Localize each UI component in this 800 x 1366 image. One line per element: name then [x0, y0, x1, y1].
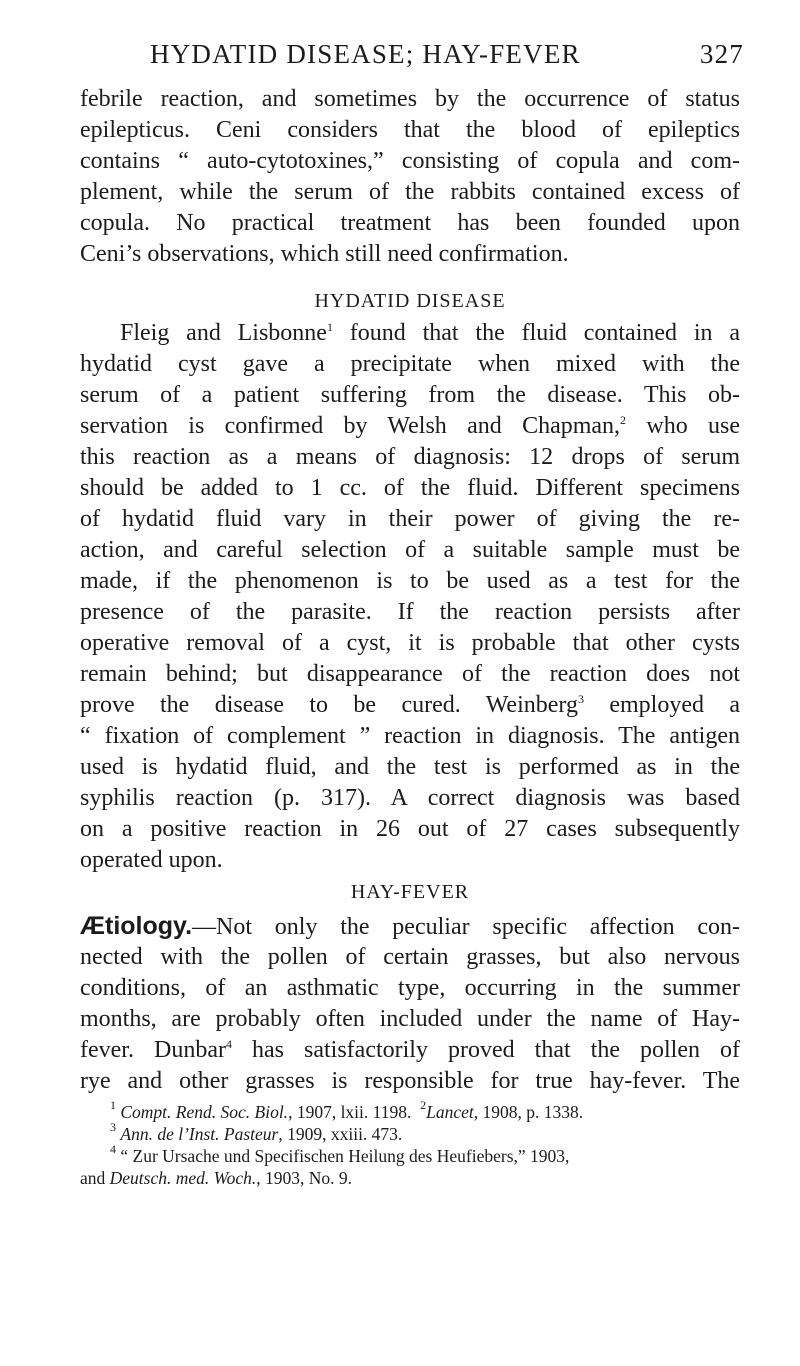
footnote-detail: , 1908, p. 1338. — [473, 1102, 584, 1122]
page-number: 327 — [699, 39, 744, 69]
footnote-detail: , 1909, xxiii. 473. — [278, 1124, 403, 1144]
text-line: syphilis reaction (p. 317). A correct diagnosis was based — [80, 785, 740, 811]
text-line: serum of a patient suffering from the disease. This ob- — [80, 382, 740, 408]
text-span: has satisfactorily proved that the pollen of — [231, 1037, 740, 1063]
text-line: should be added to 1 cc. of the fluid. Different specimens — [80, 475, 740, 501]
section-heading-hydatid: HYDATID DISEASE — [314, 290, 506, 312]
footnote-text: and — [80, 1168, 110, 1188]
footnote-detail: , 1903, No. 9. — [256, 1168, 353, 1188]
footnote-continuation — [80, 1168, 740, 1189]
footnote-source: Deutsch. med. Woch. — [109, 1168, 257, 1188]
footnote-mark: 2 — [420, 1098, 427, 1112]
text-line: operative removal of a cyst, it is probable that other cysts — [80, 630, 740, 656]
text-span: who use — [626, 413, 740, 439]
text-line — [80, 411, 740, 442]
footnote-ref: 2 — [620, 413, 627, 427]
run-in-heading: Ætiology. — [80, 912, 193, 940]
text-span: found that the fluid contained in a — [332, 320, 740, 346]
footnote — [110, 1120, 740, 1145]
footnote-ref: 1 — [326, 320, 333, 334]
running-head — [150, 36, 744, 72]
text-line: months, are probably often included under the name of Hay- — [80, 1006, 740, 1032]
text-line: conditions, of an asthmatic type, occurring in the summer — [80, 975, 740, 1001]
text-line: on a positive reaction in 26 out of 27 cases subsequently — [80, 816, 740, 842]
footnote-source: Ann. de l’Inst. Pasteur — [120, 1124, 279, 1144]
text-line: “ fixation of complement ” reaction in diagnosis. The antigen — [80, 723, 740, 749]
footnote-ref: 3 — [577, 692, 584, 706]
text-line — [80, 690, 740, 721]
text-line — [80, 911, 740, 943]
footnote-ref: 4 — [225, 1037, 232, 1051]
text-line: action, and careful selection of a suitable sample must be — [80, 537, 740, 563]
text-line: used is hydatid fluid, and the test is performed as in the — [80, 754, 740, 780]
text-line: of hydatid fluid vary in their power of giving the re- — [80, 506, 740, 532]
text-line: contains “ auto-cytotoxines,” consisting of copula and com- — [80, 148, 740, 174]
text-span: fever. Dunbar — [80, 1037, 226, 1063]
footnote-mark: 1 — [110, 1098, 116, 1112]
footnote — [110, 1098, 740, 1123]
text-line — [80, 1035, 740, 1066]
text-line: rye and other grasses is responsible for true hay-fever. The — [80, 1068, 740, 1094]
text-span: prove the disease to be cured. Weinberg — [80, 692, 578, 718]
text-line: Ceni’s observations, which still need confirmation. — [80, 241, 569, 267]
footnote-mark: 4 — [110, 1142, 116, 1156]
footnote-source: Compt. Rend. Soc. Biol. — [120, 1102, 289, 1122]
text-line: operated upon. — [80, 847, 223, 873]
text-line: remain behind; but disappearance of the reaction does not — [80, 661, 740, 687]
section-heading-hayfever: HAY-FEVER — [350, 881, 470, 903]
text-span: employed a — [583, 692, 740, 718]
text-line: presence of the parasite. If the reaction persists after — [80, 599, 740, 625]
footnote-text: “ Zur Ursache und Specifischen Heilung des Heufiebers,” 1903, — [120, 1146, 570, 1166]
text-span: servation is confirmed by Welsh and Chapman, — [80, 413, 621, 439]
text-span: Fleig and Lisbonne — [120, 320, 327, 346]
text-line — [120, 318, 740, 349]
text-span: —Not only the peculiar specific affection con- — [192, 914, 740, 940]
text-line: this reaction as a means of diagnosis: 12 drops of serum — [80, 444, 740, 470]
text-line: hydatid cyst gave a precipitate when mixed with the — [80, 351, 740, 377]
running-head-title: HYDATID DISEASE; HAY-FEVER — [150, 39, 581, 69]
text-line: nected with the pollen of certain grasses, but also nervous — [80, 944, 740, 970]
text-line: epilepticus. Ceni considers that the blood of epileptics — [80, 117, 740, 143]
footnote-source: Lancet — [426, 1102, 474, 1122]
text-line: plement, while the serum of the rabbits contained excess of — [80, 179, 740, 205]
footnote-detail: , 1907, lxii. 1198. — [288, 1102, 412, 1122]
text-line: febrile reaction, and sometimes by the occurrence of status — [80, 86, 740, 112]
text-line: copula. No practical treatment has been founded upon — [80, 210, 740, 236]
footnote — [110, 1142, 740, 1167]
text-line: made, if the phenomenon is to be used as a test for the — [80, 568, 740, 594]
footnote-mark: 3 — [110, 1120, 116, 1134]
